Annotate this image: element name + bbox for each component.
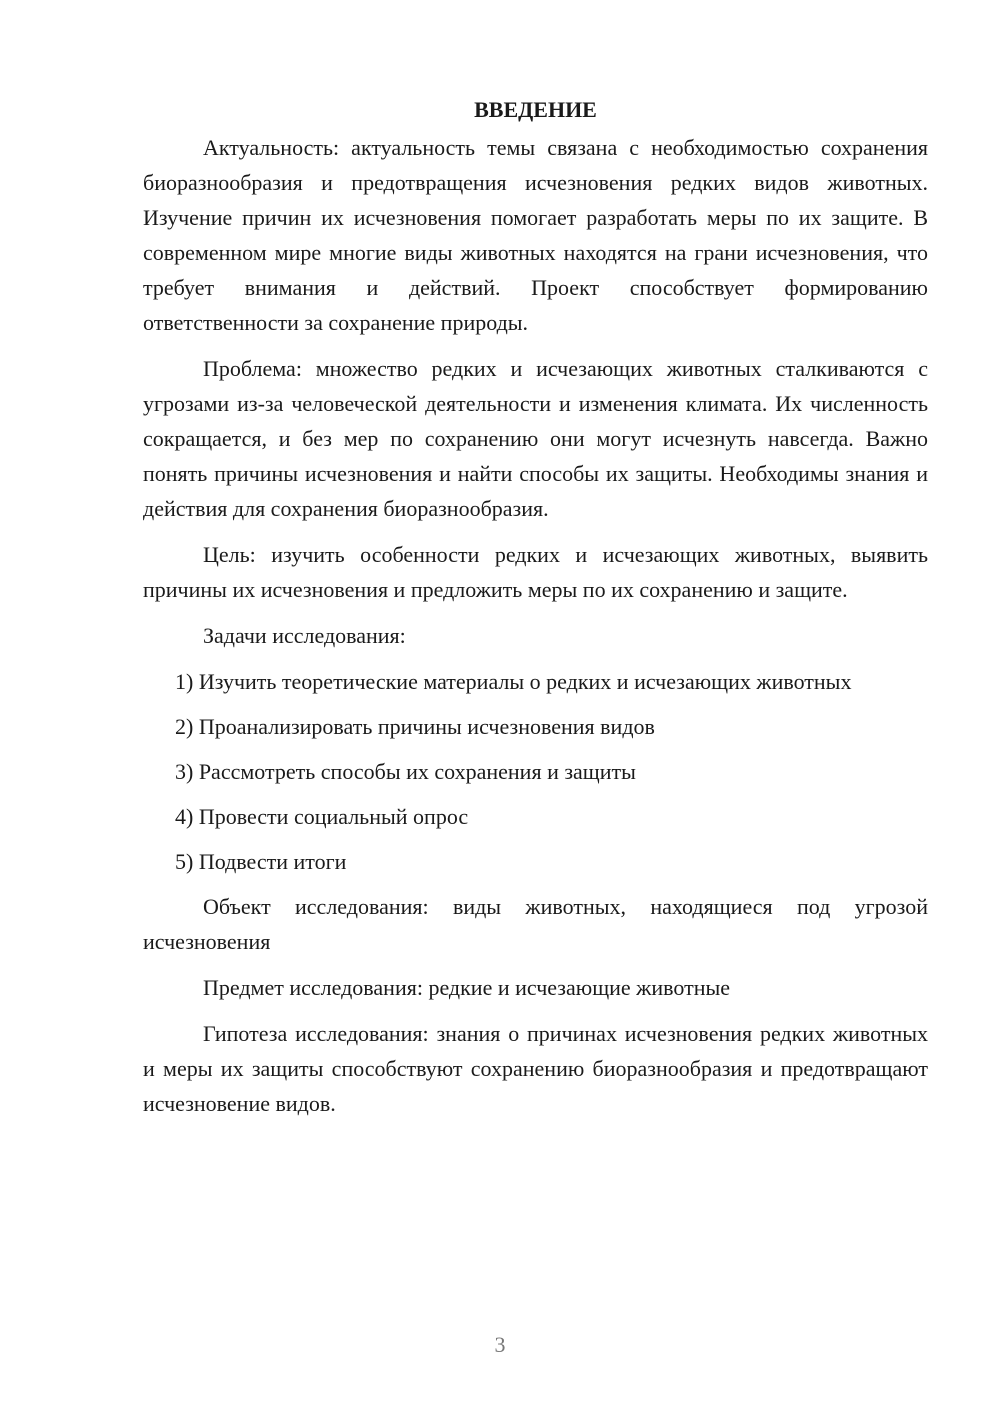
task-item: 3) Рассмотреть способы их сохранения и защиты [175,759,636,784]
paragraph-goal: Цель: изучить особенности редких и исчезающих животных, выявить причины их исчезновения и предложить меры по их сохранению и защите. [143,542,928,602]
task-item: 2) Проанализировать причины исчезновения видов [175,714,655,739]
paragraph-hypothesis: Гипотеза исследования: знания о причинах исчезновения редких животных и меры их защиты способствуют сохранению биоразнообразия и предотвращают исчезновение видов. [143,1021,928,1116]
page-number: 3 [494,1332,506,1357]
tasks-heading: Задачи исследования: [203,623,406,648]
paragraph-problem: Проблема: множество редких и исчезающих животных сталкиваются с угрозами из-за человеческой деятельности и изменения климата. Их численность сокращается, и без мер по сохранению они могут исчезнуть навсегда. Важно понять причины исчезновения и найти способы их защиты. Необходимы знания и действия для сохранения биоразнообразия. [143,356,928,521]
paragraph-relevance: Актуальность: актуальность темы связана с необходимостью сохранения биоразнообразия и предотвращения исчезновения редких видов животных. Изучение причин их исчезновения помогает разработать меры по их защите. В современном мире многие виды животных находятся на грани исчезновения, что требует внимания и действий. Проект способствует формированию ответственности за сохранение природы. [143,135,928,335]
paragraph-object: Объект исследования: виды животных, находящиеся под угрозой исчезновения [143,894,928,954]
paragraph-subject: Предмет исследования: редкие и исчезающие животные [203,975,731,1000]
page-content [143,92,928,1132]
page-title: ВВЕДЕНИЕ [474,97,597,122]
task-item: 1) Изучить теоретические материалы о редких и исчезающих животных [175,669,852,694]
task-item: 5) Подвести итоги [175,849,347,874]
task-item: 4) Провести социальный опрос [175,804,469,829]
